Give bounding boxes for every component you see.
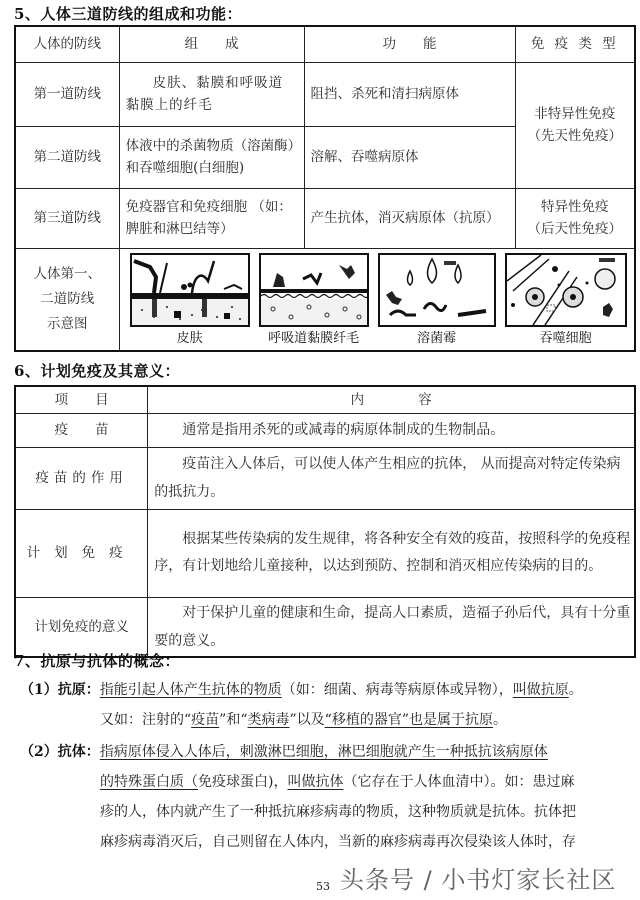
item-cell: 疫 苗 <box>15 413 148 447</box>
composition-cell: 皮肤、黏膜和呼吸道黏膜上的纤毛 <box>119 62 304 126</box>
diagram-caption: 呼吸道黏膜纤毛 <box>268 330 360 346</box>
composition-cell: 体液中的杀菌物质（溶菌酶）和吞噬细胞(白细胞) <box>119 126 304 188</box>
defense-lines-table <box>14 25 636 352</box>
antigen-example-text: ”和“ <box>219 712 248 728</box>
diagram-label-line: 二道防线 <box>40 290 95 307</box>
diagram-label-line: 人体第一、 <box>33 265 102 282</box>
diagram-phagocyte <box>505 253 627 350</box>
immune-type-cell <box>515 62 635 188</box>
skin-illustration-icon <box>130 253 250 327</box>
table-header-row <box>15 26 635 62</box>
antibody-line3: 疹的人，体内就产生了一种抵抗麻疹病毒的物质，这种物质就是抗体。抗体把 <box>100 804 576 820</box>
header-composition: 组 成 <box>119 26 304 62</box>
page-number: 53 <box>316 880 330 893</box>
defense-line-name: 第三道防线 <box>15 188 119 248</box>
phagocyte-illustration-icon <box>505 253 627 327</box>
table-row <box>15 597 635 657</box>
antigen-example-organ: “移植的器官”也是属于抗原 <box>324 712 493 728</box>
diagram-caption: 吞噬细胞 <box>539 330 592 346</box>
watermark: 头条号 / 小书灯家长社区 <box>340 866 617 894</box>
antigen-example-vaccine: 疫苗 <box>191 712 220 728</box>
function-cell: 产生抗体，消灭病原体（抗原） <box>304 188 515 248</box>
diagram-caption: 溶菌霉 <box>417 330 457 346</box>
antigen-def-underlined: 指能引起人体产生抗体的物质 <box>99 682 282 698</box>
antigen-def-end: 。 <box>568 682 583 698</box>
antigen-label: （1）抗原： <box>20 682 100 698</box>
antigen-example-text: ”以及 <box>289 712 325 728</box>
antigen-def-text: （如：细菌、病毒等病原体或异物）， <box>281 682 513 698</box>
immune-type-nonspecific: 非特异性免疫 <box>534 106 616 122</box>
function-cell: 溶解、吞噬病原体 <box>304 126 515 188</box>
antigen-definition <box>20 678 640 703</box>
table-row <box>15 509 635 597</box>
diagram-lysozyme <box>378 253 496 350</box>
antibody-line2 <box>100 770 574 795</box>
defense-line-name: 第二道防线 <box>15 126 119 188</box>
content-cell: 对于保护儿童的健康和生命，提高人口素质，造福子孙后代，具有十分重要的意义。 <box>148 597 635 657</box>
planned-immunization-table <box>14 385 636 658</box>
content-cell: 疫苗注入人体后，可以使人体产生相应的抗体， 从而提高对特定传染病的抵抗力。 <box>148 447 635 509</box>
section5-title: 5、人体三道防线的组成和功能： <box>14 5 242 23</box>
diagram-skin <box>130 253 250 350</box>
item-cell: 计划免疫 <box>15 509 148 597</box>
antigen-example-text: 又如：注射的“ <box>100 712 192 728</box>
header-item: 项 目 <box>15 386 148 413</box>
content-cell: 根据某些传染病的发生规律，将各种安全有效的疫苗，按照科学的免疫程序，有计划地给儿童接种，以达到预防、控制和消灭相应传染病的目的。 <box>148 509 635 597</box>
lysozyme-illustration-icon <box>378 253 496 327</box>
antibody-label: （2）抗体： <box>20 744 100 760</box>
defense-line-name: 第一道防线 <box>15 62 119 126</box>
table-row <box>15 188 635 248</box>
table-row <box>15 413 635 447</box>
composition-cell: 免疫器官和免疫细胞 （如：脾脏和淋巴结等） <box>119 188 304 248</box>
diagram-label-line: 示意图 <box>47 315 88 332</box>
diagram-label <box>15 248 119 351</box>
antibody-def-text: （它存在于人体血清中）。如：患过麻 <box>343 774 575 790</box>
diagram-images <box>119 248 635 351</box>
immune-type-specific: 特异性免疫 <box>541 199 609 215</box>
immune-type-nonspecific-sub: （先天性免疫） <box>527 128 622 144</box>
immune-type-specific-sub: （后天性免疫） <box>527 221 622 237</box>
antibody-def-underlined: 指病原体侵入人体后，刺激淋巴细胞，淋巴细胞就产生一种抵抗该病原体 <box>99 744 548 760</box>
diagram-row <box>15 248 635 351</box>
header-function: 功 能 <box>304 26 515 62</box>
antigen-example-virus: 类病毒 <box>247 712 290 728</box>
table-header-row <box>15 386 635 413</box>
header-defense-line: 人体的防线 <box>15 26 119 62</box>
antigen-example-end: 。 <box>493 712 507 728</box>
content-cell: 通常是指用杀死的或减毒的病原体制成的生物制品。 <box>148 413 635 447</box>
item-cell: 计划免疫的意义 <box>15 597 148 657</box>
header-content: 内 容 <box>148 386 635 413</box>
antibody-def-text: 免疫球蛋白)， <box>198 774 288 790</box>
antigen-def-term: 叫做抗原 <box>512 682 569 698</box>
antibody-def-term: 叫做抗体 <box>287 774 344 790</box>
section6-title: 6、计划免疫及其意义： <box>14 362 180 380</box>
section7-title: 7、抗原与抗体的概念： <box>14 652 180 670</box>
table-row <box>15 62 635 126</box>
table-row <box>15 447 635 509</box>
immune-type-cell <box>515 188 635 248</box>
item-cell: 疫苗的作用 <box>15 447 148 509</box>
diagram-caption: 皮肤 <box>176 330 203 346</box>
antibody-definition <box>20 740 548 765</box>
antigen-examples <box>100 708 507 733</box>
antibody-line4: 麻疹病毒消灭后，自己则留在人体内，当新的麻疹病毒再次侵染该人体时，存 <box>100 834 576 850</box>
respiratory-cilia-illustration-icon <box>259 253 369 327</box>
header-immune-type: 免 疫 类 型 <box>515 26 635 62</box>
diagram-respiratory-cilia <box>259 253 369 350</box>
function-cell: 阻挡、杀死和清扫病原体 <box>304 62 515 126</box>
antibody-def-underlined: 的特殊蛋白质（ <box>100 774 198 790</box>
